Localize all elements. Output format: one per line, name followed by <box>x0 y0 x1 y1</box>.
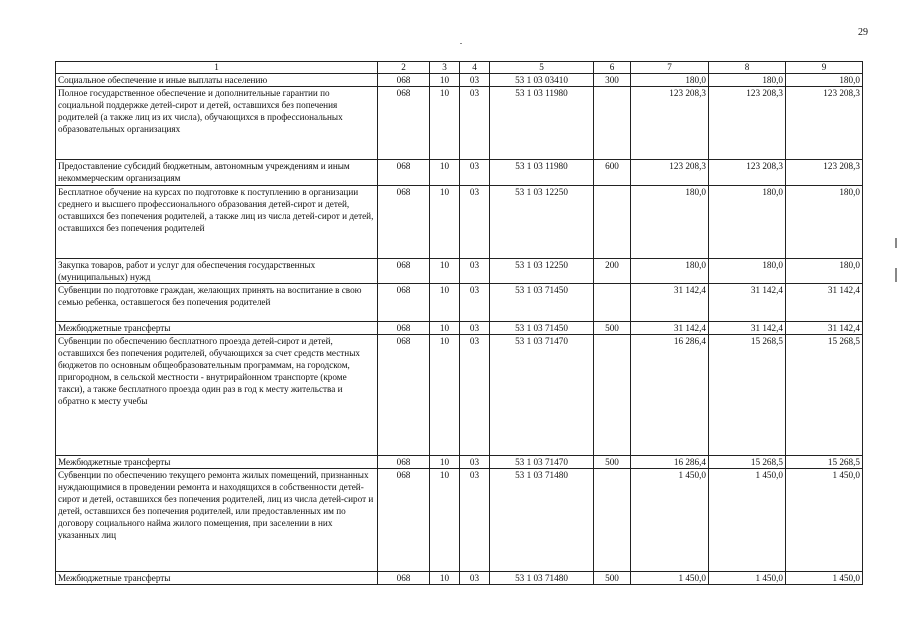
row-name-cell: Бесплатное обучение на курсах по подготовке к поступлению в организации среднего и высшего профессионального образования детей-сирот и детей, оставшихся без попечения родителей, а также лиц из числа детей-сирот и детей, оставшихся без попечения родителей <box>56 186 378 259</box>
row-value-cell: 31 142,4 <box>631 322 709 335</box>
row-value-cell: 03 <box>460 186 490 259</box>
row-value-cell: 300 <box>594 74 631 87</box>
row-value-cell: 16 286,4 <box>631 456 709 469</box>
header-cell: 2 <box>378 62 430 74</box>
row-value-cell: 180,0 <box>786 259 863 284</box>
row-value-cell: 068 <box>378 74 430 87</box>
row-value-cell: 068 <box>378 469 430 572</box>
row-value-cell: 200 <box>594 259 631 284</box>
row-value-cell <box>594 469 631 572</box>
row-value-cell: 1 450,0 <box>709 572 786 585</box>
row-value-cell: 53 1 03 71450 <box>490 322 594 335</box>
row-value-cell: 10 <box>430 87 460 160</box>
row-value-cell: 068 <box>378 87 430 160</box>
row-value-cell <box>594 335 631 456</box>
row-value-cell: 068 <box>378 322 430 335</box>
row-value-cell: 180,0 <box>709 74 786 87</box>
row-value-cell: 53 1 03 11980 <box>490 87 594 160</box>
row-value-cell: 1 450,0 <box>631 572 709 585</box>
row-value-cell: 10 <box>430 572 460 585</box>
row-name-cell: Предоставление субсидий бюджетным, автономным учреждениям и иным некоммерческим организациям <box>56 160 378 186</box>
row-value-cell <box>594 284 631 322</box>
row-value-cell: 03 <box>460 284 490 322</box>
row-value-cell: 123 208,3 <box>709 87 786 160</box>
row-value-cell: 15 268,5 <box>709 456 786 469</box>
row-value-cell: 500 <box>594 572 631 585</box>
row-name-cell: Межбюджетные трансферты <box>56 322 378 335</box>
row-value-cell: 03 <box>460 259 490 284</box>
row-value-cell: 03 <box>460 335 490 456</box>
row-value-cell: 53 1 03 03410 <box>490 74 594 87</box>
scan-mark <box>460 43 462 44</box>
table-row <box>56 186 863 259</box>
row-value-cell: 31 142,4 <box>786 284 863 322</box>
row-value-cell: 500 <box>594 322 631 335</box>
row-value-cell: 123 208,3 <box>786 87 863 160</box>
row-name-cell: Социальное обеспечение и иные выплаты населению <box>56 74 378 87</box>
row-value-cell: 10 <box>430 74 460 87</box>
header-cell: 5 <box>490 62 594 74</box>
row-value-cell: 10 <box>430 322 460 335</box>
row-value-cell <box>594 186 631 259</box>
row-value-cell <box>594 87 631 160</box>
row-value-cell: 1 450,0 <box>786 572 863 585</box>
header-cell: 3 <box>430 62 460 74</box>
row-name-cell: Субвенции по подготовке граждан, желающих принять на воспитание в свою семью ребенка, оставшегося без попечения родителей <box>56 284 378 322</box>
row-value-cell: 03 <box>460 469 490 572</box>
row-value-cell: 10 <box>430 469 460 572</box>
row-value-cell: 068 <box>378 572 430 585</box>
row-value-cell: 53 1 03 71470 <box>490 456 594 469</box>
row-value-cell: 53 1 03 12250 <box>490 186 594 259</box>
row-value-cell: 180,0 <box>709 186 786 259</box>
row-value-cell: 068 <box>378 335 430 456</box>
row-value-cell: 53 1 03 71480 <box>490 572 594 585</box>
row-value-cell: 123 208,3 <box>786 160 863 186</box>
table-row <box>56 572 863 585</box>
row-value-cell: 10 <box>430 259 460 284</box>
row-name-cell: Межбюджетные трансферты <box>56 456 378 469</box>
row-value-cell: 123 208,3 <box>709 160 786 186</box>
table-row <box>56 87 863 160</box>
row-value-cell: 03 <box>460 87 490 160</box>
row-value-cell: 03 <box>460 322 490 335</box>
row-value-cell: 16 286,4 <box>631 335 709 456</box>
header-cell: 4 <box>460 62 490 74</box>
row-value-cell: 10 <box>430 160 460 186</box>
table-body <box>56 74 863 585</box>
header-cell: 9 <box>786 62 863 74</box>
table-row <box>56 259 863 284</box>
row-name-cell: Субвенции по обеспечению бесплатного проезда детей-сирот и детей, оставшихся без попечения родителей, обучающихся за счет средств местных бюджетов по основным общеобразовательным программам, на городском, пригородном, в сельской местности - внутрирайонном транспорте (кроме такси), а также бесплатного проезда один раз в год к месту жительства и обратно к месту учебы <box>56 335 378 456</box>
row-value-cell: 180,0 <box>631 74 709 87</box>
table-row <box>56 284 863 322</box>
row-value-cell: 068 <box>378 456 430 469</box>
row-value-cell: 10 <box>430 335 460 456</box>
row-value-cell: 31 142,4 <box>709 322 786 335</box>
row-value-cell: 180,0 <box>786 186 863 259</box>
row-value-cell: 03 <box>460 160 490 186</box>
table-row <box>56 469 863 572</box>
table-row <box>56 335 863 456</box>
row-value-cell: 600 <box>594 160 631 186</box>
row-value-cell: 068 <box>378 284 430 322</box>
row-value-cell: 03 <box>460 456 490 469</box>
row-value-cell: 31 142,4 <box>631 284 709 322</box>
row-value-cell: 123 208,3 <box>631 160 709 186</box>
scan-mark <box>895 238 897 248</box>
table-row <box>56 160 863 186</box>
table-row <box>56 456 863 469</box>
row-value-cell: 068 <box>378 259 430 284</box>
row-value-cell: 03 <box>460 572 490 585</box>
row-value-cell: 068 <box>378 160 430 186</box>
scan-mark <box>895 268 897 282</box>
table-row <box>56 322 863 335</box>
row-name-cell: Полное государственное обеспечение и дополнительные гарантии по социальной поддержке детей-сирот и детей, оставшихся без попечения родителей (а также лиц из их числа), обучающихся в профессиональных образовательных организациях <box>56 87 378 160</box>
row-value-cell: 180,0 <box>631 259 709 284</box>
row-value-cell: 53 1 03 11980 <box>490 160 594 186</box>
row-value-cell: 15 268,5 <box>709 335 786 456</box>
row-value-cell: 10 <box>430 284 460 322</box>
row-value-cell: 53 1 03 12250 <box>490 259 594 284</box>
row-value-cell: 31 142,4 <box>709 284 786 322</box>
row-value-cell: 180,0 <box>631 186 709 259</box>
header-cell: 8 <box>709 62 786 74</box>
header-cell: 6 <box>594 62 631 74</box>
row-value-cell: 03 <box>460 74 490 87</box>
row-value-cell: 1 450,0 <box>786 469 863 572</box>
row-value-cell: 180,0 <box>786 74 863 87</box>
row-value-cell: 123 208,3 <box>631 87 709 160</box>
budget-table <box>55 61 863 585</box>
header-cell: 7 <box>631 62 709 74</box>
row-value-cell: 53 1 03 71470 <box>490 335 594 456</box>
row-value-cell: 500 <box>594 456 631 469</box>
header-row <box>56 62 863 74</box>
row-value-cell: 10 <box>430 186 460 259</box>
row-value-cell: 15 268,5 <box>786 456 863 469</box>
table-row <box>56 74 863 87</box>
header-cell: 1 <box>56 62 378 74</box>
row-name-cell: Межбюджетные трансферты <box>56 572 378 585</box>
row-name-cell: Закупка товаров, работ и услуг для обеспечения государственных (муниципальных) нужд <box>56 259 378 284</box>
row-value-cell: 53 1 03 71480 <box>490 469 594 572</box>
row-value-cell: 15 268,5 <box>786 335 863 456</box>
row-value-cell: 180,0 <box>709 259 786 284</box>
row-value-cell: 53 1 03 71450 <box>490 284 594 322</box>
row-value-cell: 068 <box>378 186 430 259</box>
row-value-cell: 31 142,4 <box>786 322 863 335</box>
row-value-cell: 10 <box>430 456 460 469</box>
row-value-cell: 1 450,0 <box>631 469 709 572</box>
row-value-cell: 1 450,0 <box>709 469 786 572</box>
row-name-cell: Субвенции по обеспечению текущего ремонта жилых помещений, признанных нуждающимися в проведении ремонта и находящихся в собственности детей-сирот и детей, оставшихся без попечения родителей, лиц из числа детей-сирот и детей, оставшихся без попечения родителей, или предоставленных им по договору социального найма жилого помещения, при заселении в них указанных лиц <box>56 469 378 572</box>
page-number: 29 <box>858 27 868 38</box>
